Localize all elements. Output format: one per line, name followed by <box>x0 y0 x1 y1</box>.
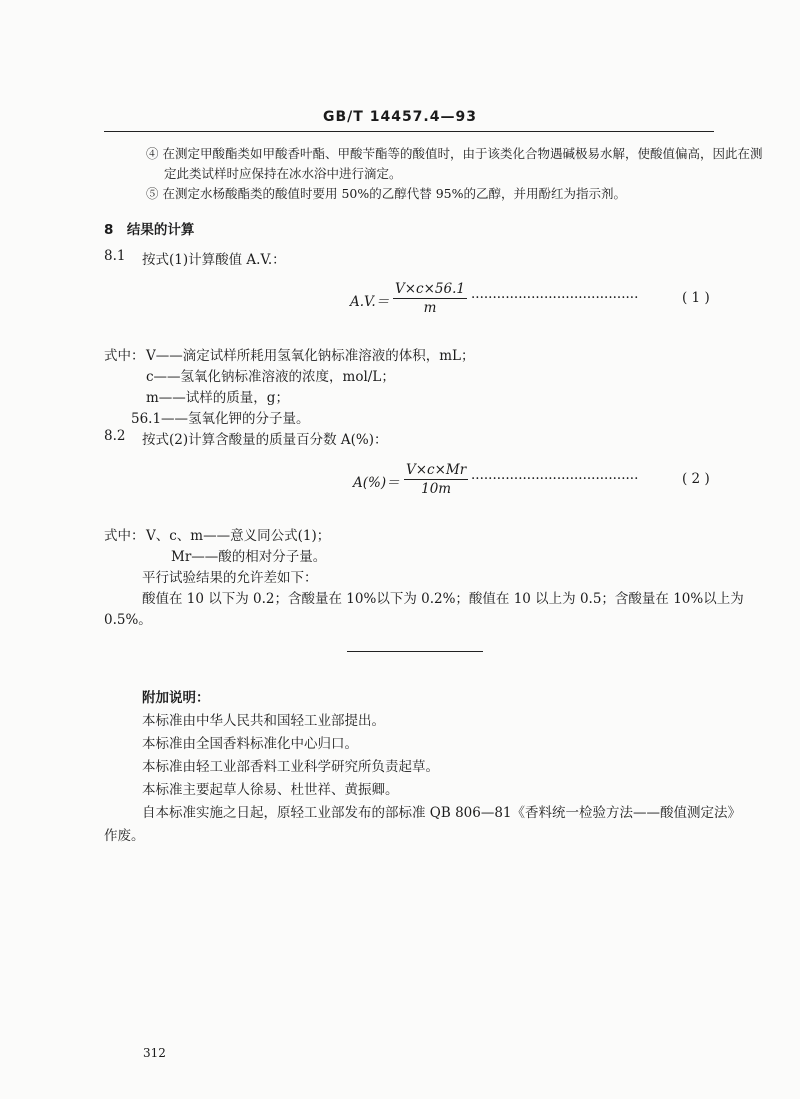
var-mr: Mr——酸的相对分子量。 <box>171 549 327 565</box>
section-8-heading: 8 结果的计算 <box>104 222 195 238</box>
page-number: 312 <box>143 1046 166 1060</box>
formula-1-leader-dots: ······································· <box>471 290 639 306</box>
formula-1-number: ( 1 ) <box>682 290 710 306</box>
appendix-line-4: 本标准主要起草人徐易、杜世祥、黄振卿。 <box>142 782 399 798</box>
formula-1-fraction <box>393 281 467 316</box>
appendix-title: 附加说明： <box>142 690 210 706</box>
var-c: c——氢氧化钠标准溶液的浓度，mol/L； <box>146 369 395 385</box>
note-5: ⑤ 在测定水杨酸酯类的酸值时要用 50%的乙醇代替 95%的乙醇，并用酚红为指示剂。 <box>146 186 626 201</box>
end-rule <box>347 651 483 652</box>
appendix-line-6: 作废。 <box>104 828 145 844</box>
var-m: m——试样的质量，g； <box>146 390 289 406</box>
var-56-1: 56.1——氢氧化钾的分子量。 <box>131 411 310 427</box>
formula-1-denominator: m <box>423 300 437 316</box>
tolerance-line-2: 0.5%。 <box>104 612 152 628</box>
section-8-1-number: 8.1 <box>104 248 126 264</box>
formula-1-numerator: V×c×56.1 <box>395 281 465 297</box>
formula-2-lhs: A(%)＝ <box>353 475 400 491</box>
formula-2-denominator: 10m <box>421 481 452 497</box>
header-rule <box>104 131 714 132</box>
note-4-line-2: 定此类试样时应保持在冰水浴中进行滴定。 <box>164 166 402 181</box>
appendix-line-2: 本标准由全国香料标准化中心归口。 <box>142 736 358 752</box>
formula-2-number: ( 2 ) <box>682 471 710 487</box>
standard-number-header: GB/T 14457.4—93 <box>323 109 477 125</box>
tolerance-intro: 平行试验结果的允许差如下： <box>142 570 318 586</box>
where-label-2: 式中： <box>104 528 145 544</box>
var-v: V——滴定试样所耗用氢氧化钠标准溶液的体积，mL； <box>146 348 475 364</box>
section-8-1-text: 按式(1)计算酸值 A.V.： <box>142 252 286 268</box>
formula-1-lhs: A.V.＝ <box>350 294 390 310</box>
formula-2-fraction <box>404 462 468 497</box>
appendix-line-3: 本标准由轻工业部香料工业科学研究所负责起草。 <box>142 759 439 775</box>
section-8-2-text: 按式(2)计算含酸量的质量百分数 A(%)： <box>142 432 388 448</box>
formula-2-numerator: V×c×Mr <box>406 462 467 478</box>
appendix-line-1: 本标准由中华人民共和国轻工业部提出。 <box>142 713 385 729</box>
where-label-1: 式中： <box>104 348 145 364</box>
var-v-c-m: V、c、m——意义同公式(1)； <box>146 528 331 544</box>
appendix-line-5: 自本标准实施之日起，原轻工业部发布的部标准 QB 806—81《香料统一检验方法——酸值测定法》 <box>142 805 742 821</box>
formula-2-leader-dots: ······································· <box>471 471 639 487</box>
note-4-line-1: ④ 在测定甲酸酯类如甲酸香叶酯、甲酸苄酯等的酸值时，由于该类化合物遇碱极易水解，使酸值偏高，因此在测 <box>146 146 763 161</box>
section-8-2-number: 8.2 <box>104 428 126 444</box>
tolerance-line-1: 酸值在 10 以下为 0.2；含酸量在 10%以下为 0.2%；酸值在 10 以上为 0.5；含酸量在 10%以上为 <box>142 591 744 607</box>
